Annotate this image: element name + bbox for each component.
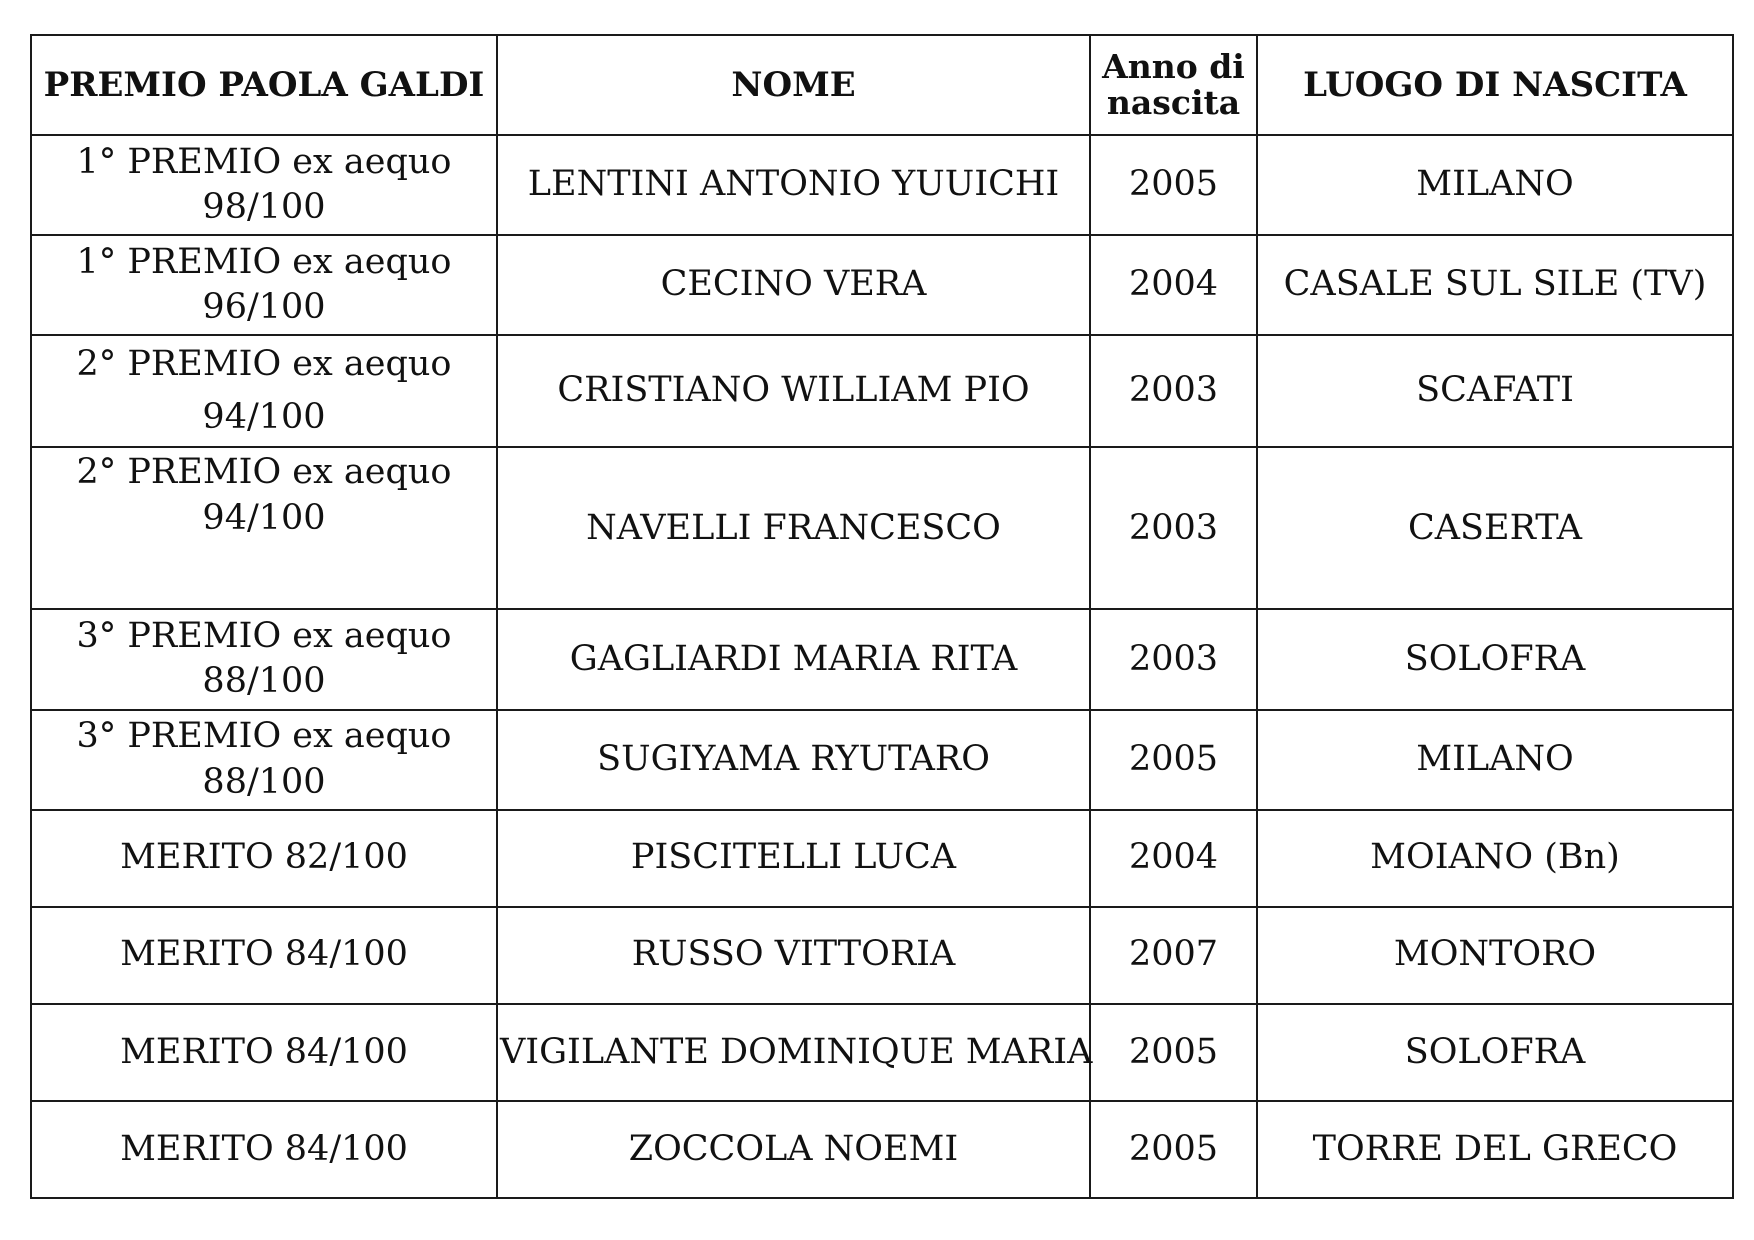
cell-nome: GAGLIARDI MARIA RITA: [497, 609, 1090, 709]
premio-title: 3° PREMIO ex aequo: [76, 615, 452, 656]
cell-anno: 2003: [1090, 335, 1257, 447]
cell-nome: CECINO VERA: [497, 235, 1090, 335]
cell-luogo: SOLOFRA: [1257, 609, 1733, 709]
cell-premio: MERITO 84/100: [31, 1101, 497, 1198]
cell-premio: [31, 447, 497, 609]
header-row: [31, 35, 1733, 135]
cell-premio: [31, 335, 497, 447]
table-row: [31, 609, 1733, 709]
cell-anno: 2005: [1090, 1004, 1257, 1101]
table-row: [31, 335, 1733, 447]
cell-anno: 2003: [1090, 609, 1257, 709]
cell-luogo: CASALE SUL SILE (TV): [1257, 235, 1733, 335]
table-row: [31, 1101, 1733, 1198]
table-row: [31, 135, 1733, 235]
cell-luogo: TORRE DEL GRECO: [1257, 1101, 1733, 1198]
cell-luogo: SOLOFRA: [1257, 1004, 1733, 1101]
premio-score: 98/100: [202, 187, 326, 228]
premio-title: 2° PREMIO ex aequo: [76, 343, 452, 384]
premio-score: 96/100: [202, 287, 326, 328]
cell-luogo: CASERTA: [1257, 447, 1733, 609]
cell-premio: MERITO 84/100: [31, 907, 497, 1004]
cell-anno: 2004: [1090, 235, 1257, 335]
cell-luogo: MILANO: [1257, 710, 1733, 810]
cell-premio: [31, 235, 497, 335]
results-table: [30, 34, 1734, 1199]
premio-score: 88/100: [202, 661, 326, 702]
cell-anno: 2005: [1090, 135, 1257, 235]
premio-score: 94/100: [202, 397, 326, 438]
premio-title: 1° PREMIO ex aequo: [76, 141, 452, 182]
header-nome: NOME: [497, 35, 1090, 135]
cell-anno: 2007: [1090, 907, 1257, 1004]
premio-title: 2° PREMIO ex aequo: [76, 452, 452, 493]
header-anno: Anno di nascita: [1090, 35, 1257, 135]
cell-luogo: SCAFATI: [1257, 335, 1733, 447]
header-luogo: LUOGO DI NASCITA: [1257, 35, 1733, 135]
cell-nome: NAVELLI FRANCESCO: [497, 447, 1090, 609]
cell-nome: LENTINI ANTONIO YUUICHI: [497, 135, 1090, 235]
table-row: [31, 235, 1733, 335]
table-row: [31, 907, 1733, 1004]
cell-premio: MERITO 84/100: [31, 1004, 497, 1101]
premio-score: 88/100: [202, 761, 326, 802]
cell-nome: CRISTIANO WILLIAM PIO: [497, 335, 1090, 447]
cell-premio: [31, 609, 497, 709]
cell-nome: VIGILANTE DOMINIQUE MARIA: [497, 1004, 1090, 1101]
cell-luogo: MONTORO: [1257, 907, 1733, 1004]
cell-nome: PISCITELLI LUCA: [497, 810, 1090, 907]
table-row: [31, 810, 1733, 907]
cell-nome: ZOCCOLA NOEMI: [497, 1101, 1090, 1198]
cell-luogo: MOIANO (Bn): [1257, 810, 1733, 907]
premio-title: 3° PREMIO ex aequo: [76, 716, 452, 757]
cell-premio: MERITO 82/100: [31, 810, 497, 907]
cell-anno: 2005: [1090, 710, 1257, 810]
table-row: [31, 1004, 1733, 1101]
cell-anno: 2004: [1090, 810, 1257, 907]
premio-title: 1° PREMIO ex aequo: [76, 241, 452, 282]
cell-anno: 2003: [1090, 447, 1257, 609]
header-premio: PREMIO PAOLA GALDI: [31, 35, 497, 135]
premio-score: 94/100: [202, 497, 326, 538]
cell-nome: SUGIYAMA RYUTARO: [497, 710, 1090, 810]
results-sheet: [30, 34, 1732, 1199]
table-row: [31, 710, 1733, 810]
cell-premio: [31, 710, 497, 810]
table-row: [31, 447, 1733, 609]
cell-luogo: MILANO: [1257, 135, 1733, 235]
cell-anno: 2005: [1090, 1101, 1257, 1198]
cell-nome: RUSSO VITTORIA: [497, 907, 1090, 1004]
cell-premio: [31, 135, 497, 235]
